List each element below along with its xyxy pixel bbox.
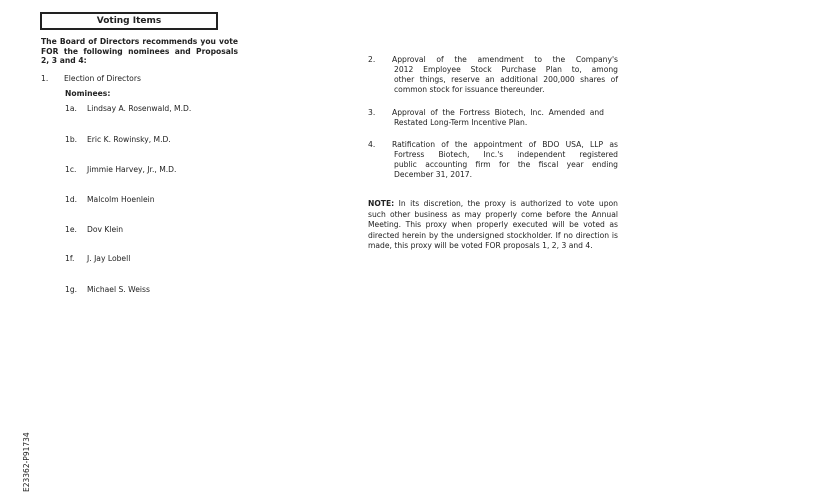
nominee-name: Lindsay A. Rosenwald, M.D. xyxy=(87,104,192,113)
nominee-name: Malcolm Hoenlein xyxy=(87,195,155,204)
note-line xyxy=(368,199,618,210)
voting-items-heading: Voting Items xyxy=(40,12,218,30)
nominee-code: 1b. xyxy=(65,135,78,144)
nominee-item xyxy=(65,135,171,144)
nominee-item xyxy=(65,254,130,263)
nominee-item xyxy=(65,195,155,204)
intro-line: FOR the following nominees and Proposals xyxy=(41,46,238,56)
intro-line: The Board of Directors recommends you vote xyxy=(41,37,238,46)
proposal-line: Restated Long-Term Incentive Plan. xyxy=(394,118,528,127)
intro-line: 2, 3 and 4: xyxy=(41,56,87,66)
proposal-line: Ratification of the appointment of BDO USA, LLP as xyxy=(392,140,618,149)
nominee-code: 1d. xyxy=(65,195,78,204)
proposal-number: 1. xyxy=(41,74,49,83)
nominee-item xyxy=(65,104,191,113)
proposal-line: 2012 Employee Stock Purchase Plan to, among xyxy=(394,65,618,74)
proposal-line: Fortress Biotech, Inc.'s independent registered xyxy=(394,150,618,159)
proposal-number: 4. xyxy=(368,140,376,149)
nominee-name: Dov Klein xyxy=(87,225,124,234)
nominee-code: 1f. xyxy=(65,254,75,263)
note-label: NOTE: xyxy=(368,199,395,208)
proposal-line: common stock for issuance thereunder. xyxy=(394,85,545,94)
nominee-code: 1c. xyxy=(65,165,77,174)
proxy-note xyxy=(368,199,618,252)
nominees-label: Nominees: xyxy=(65,89,111,98)
nominee-code: 1a. xyxy=(65,104,77,113)
proposal-line: December 31, 2017. xyxy=(394,170,473,179)
note-line: such other business as may properly come before the Annual xyxy=(368,209,618,219)
note-line: directed herein by the undersigned stockholder. If no direction is xyxy=(368,230,618,240)
note-line: Meeting. This proxy when properly executed will be voted as xyxy=(368,220,618,230)
nominee-name: Michael S. Weiss xyxy=(87,285,150,294)
proposal-line: other things, reserve an additional 200,000 shares of xyxy=(394,75,618,84)
nominee-item xyxy=(65,225,123,234)
proposal-line: Approval of the amendment to the Company's xyxy=(392,55,618,64)
nominee-name: J. Jay Lobell xyxy=(87,254,131,263)
nominee-code: 1g. xyxy=(65,285,78,294)
nominee-item xyxy=(65,165,176,174)
nominee-name: Jimmie Harvey, Jr., M.D. xyxy=(87,165,177,174)
document-code: E23362-P91734 xyxy=(22,432,31,492)
note-line: made, this proxy will be voted FOR proposals 1, 2, 3 and 4. xyxy=(368,241,593,251)
proposal-number: 3. xyxy=(368,108,376,117)
board-recommendation-text xyxy=(41,37,238,66)
nominee-name: Eric K. Rowinsky, M.D. xyxy=(87,135,171,144)
note-text: In its discretion, the proxy is authorized to vote upon xyxy=(398,199,618,208)
proposal-number: 2. xyxy=(368,55,376,64)
proposal-line: Approval of the Fortress Biotech, Inc. Amended and xyxy=(392,108,604,117)
proposal-line: public accounting firm for the fiscal year ending xyxy=(394,160,618,169)
nominee-code: 1e. xyxy=(65,225,77,234)
proposal-label: Election of Directors xyxy=(64,74,141,83)
nominee-item xyxy=(65,285,150,294)
